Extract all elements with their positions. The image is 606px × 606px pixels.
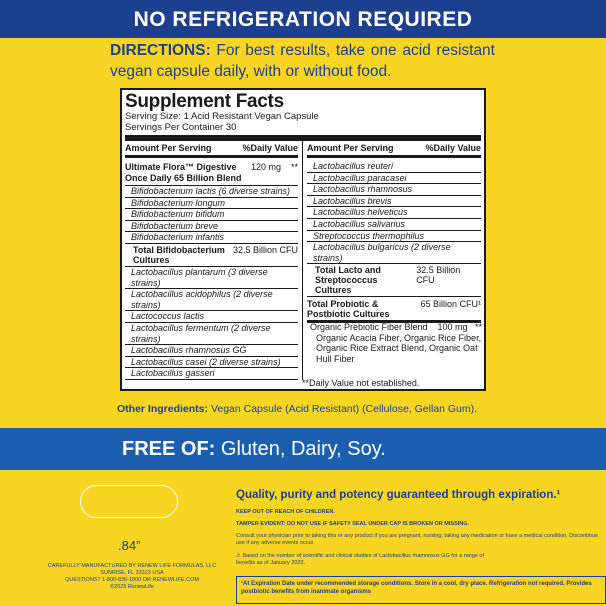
servings-per-container: Servings Per Container 30 — [125, 121, 237, 133]
strain-row: Bifidobacterium infantis — [125, 232, 298, 244]
strain-row: Bifidobacterium longum — [125, 198, 298, 210]
prebiotic-blend — [310, 320, 482, 366]
blend-name-1: Ultimate Flora™ Digestive — [125, 162, 237, 172]
capsule-outline — [80, 485, 178, 518]
tamper-warning: TAMPER EVIDENT: DO NOT USE IF SAFETY SEAL UNDER CAP IS BROKEN OR MISSING. — [236, 521, 470, 527]
blend-amount: 120 mg ** — [250, 162, 298, 172]
free-of-label: FREE OF: — [122, 438, 216, 460]
strain-row: Lactobacillus brevis — [307, 196, 481, 208]
total-lacto-row — [307, 264, 481, 297]
strain-row: Lactobacillus rhamnosus GG — [125, 345, 298, 357]
strain-row: Lactobacillus helveticus — [307, 207, 481, 219]
other-ingredients-text: Vegan Capsule (Acid Resistant) (Cellulose, Gellan Gum). — [210, 403, 478, 415]
column-header — [125, 141, 298, 158]
keep-out-warning: KEEP OUT OF REACH OF CHILDREN. — [236, 509, 335, 515]
header-dv: %Daily Value — [425, 143, 481, 153]
mfr-line-4: ©2025 RenewLife — [110, 584, 154, 590]
free-of-band — [0, 428, 606, 470]
manufacturer-info — [34, 563, 230, 591]
top-banner: NO REFRIGERATION REQUIRED — [0, 0, 606, 38]
directions-text: For best results, take one acid resistant vegan capsule daily, with or without food. — [110, 42, 495, 80]
strain-row: Lactobacillus casei (2 diverse strains) — [125, 357, 298, 369]
strain-row: Bifidobacterium breve — [125, 221, 298, 233]
strain-row: Lactococcus lactis — [125, 311, 298, 323]
mfr-line-1: CAREFULLY MANUFACTURED BY RENEW LIFE FORMULAS, LLC — [47, 563, 217, 569]
total-probiotic-label-2: Postbiotic Cultures — [307, 309, 390, 320]
other-ingredients — [117, 403, 477, 415]
free-of-text: Gluten, Dairy, Soy. — [220, 438, 386, 460]
mfr-line-2: SUNRISE, FL 33323 USA — [100, 570, 164, 576]
total-probiotic-amount: 65 Billion CFU¹ — [420, 299, 481, 310]
total-bifido-label-1: Total Bifidobacterium — [133, 244, 225, 255]
strain-row: Streptococcus thermophilus — [307, 231, 481, 243]
strain-row: Lactobacillus reuteri — [307, 161, 481, 173]
other-ingredients-label: Other Ingredients: — [117, 403, 209, 415]
strain-row: Lactobacillus paracasei — [307, 173, 481, 185]
total-bifido-amount: 32.5 Billion CFU — [232, 244, 298, 255]
header-amount: Amount Per Serving — [307, 143, 394, 153]
mfr-line-3: QUESTIONS? 1-800-830-1800 OR RENEWLIFE.COM — [65, 577, 199, 583]
capsule-size: .84” — [118, 538, 141, 553]
blend-row — [125, 158, 298, 186]
left-column — [125, 141, 303, 380]
total-lacto-amount: 32.5 Billion CFU — [416, 265, 461, 286]
header-amount: Amount Per Serving — [125, 143, 212, 153]
strain-row: Bifidobacterium lactis (6 diverse strains) — [125, 186, 298, 198]
total-probiotic-label-1: Total Probiotic & — [307, 299, 379, 310]
prebiotic-ingredients: Organic Acacia Fiber, Organic Rice Fiber, Organic Rice Extract Blend, Organic Oat Hull Fiber — [316, 332, 482, 364]
total-lacto-label-2: Streptococcus Cultures — [315, 275, 378, 296]
strain-row: Lactobacillus plantarum (3 diverse strains) — [125, 267, 298, 289]
strain-row: Lactobacillus gasseri — [125, 368, 298, 380]
strain-row: Lactobacillus rhamnosus — [307, 184, 481, 196]
quality-guarantee: Quality, purity and potency guaranteed through expiration.¹ — [236, 489, 561, 501]
strain-row: Lactobacillus salivarius — [307, 219, 481, 231]
based-on-note: ⚠ Based on the number of scientific and clinical studies of Lactobacillus rhamnosus GG for a range of benefits as of January 2022. — [236, 553, 484, 566]
column-header — [307, 141, 481, 158]
strain-row: Lactobacillus bulgaricus (2 diverse strains) — [307, 242, 481, 264]
daily-value-footnote: **Daily Value not established. — [302, 378, 420, 388]
header-dv: %Daily Value — [242, 143, 298, 153]
expiration-note: ¹At Expiration Date under recommended storage conditions. Store in a cool, dry place. Refrigeration not required. Provides postbiotic benefits from inanimate organisms — [236, 576, 606, 604]
strain-row: Bifidobacterium bifidum — [125, 209, 298, 221]
total-bifido-row — [125, 244, 298, 267]
total-bifido-label-2: Cultures — [133, 254, 170, 265]
strain-row: Lactobacillus acidophilus (2 diverse strains) — [125, 289, 298, 311]
prebiotic-amount: 100 mg ** — [437, 322, 482, 332]
serving-size: Serving Size: 1 Acid Resistant Vegan Capsule — [125, 111, 319, 122]
consult-warning: Consult your physician prior to taking this or any product if you are pregnant, nursing, taking any medication or have a medical condition. Discontinue use if any adverse events occur. — [236, 533, 598, 546]
supplement-facts-title: Supplement Facts — [125, 91, 284, 112]
directions-label: DIRECTIONS: — [110, 42, 211, 59]
directions — [110, 40, 495, 82]
total-lacto-label-1: Total Lacto and — [315, 265, 381, 276]
prebiotic-name: Organic Prebiotic Fiber Blend — [310, 322, 428, 332]
blend-name-2: Once Daily 65 Billion Blend — [125, 172, 242, 183]
strain-row: Lactobacillus fermentum (2 diverse strains) — [125, 323, 298, 345]
supplement-facts-panel — [120, 88, 486, 391]
